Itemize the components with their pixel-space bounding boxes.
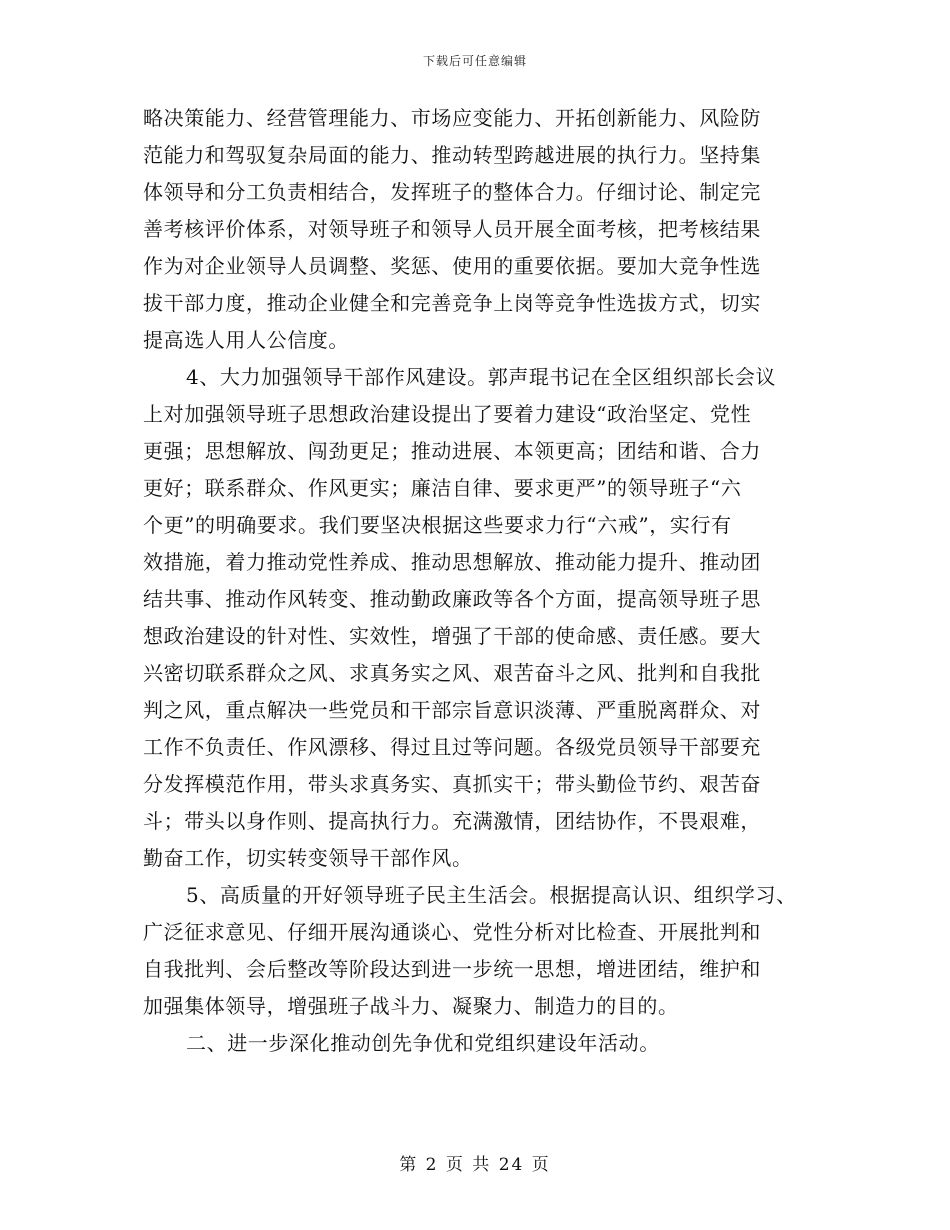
section-heading: 二、进一步深化推动创先争优和党组织建设年活动。 [186, 1031, 660, 1055]
paragraph-line: 斗；带头以身作则、提高执行力。充满激情，团结协作，不畏艰难， [143, 809, 761, 833]
paragraph-line: 略决策能力、经营管理能力、市场应变能力、开拓创新能力、风险防 [143, 106, 761, 130]
paragraph-line: 拔干部力度，推动企业健全和完善竞争上岗等竞争性选拔方式，切实 [143, 291, 761, 315]
paragraph-line: 5、高质量的开好领导班子民主生活会。根据提高认识、组织学习、 [186, 883, 797, 907]
paragraph-line: 工作不负责任、作风漂移、得过且过等问题。各级党员领导干部要充 [143, 735, 761, 759]
paragraph-line: 上对加强领导班子思想政治建设提出了要着力建设“政治坚定、党性 [143, 402, 752, 426]
paragraph-line: 作为对企业领导人员调整、奖惩、使用的重要依据。要加大竞争性选 [143, 254, 761, 278]
page-number: 第 2 页 共 24 页 [399, 1155, 551, 1175]
paragraph-line: 善考核评价体系，对领导班子和领导人员开展全面考核，把考核结果 [143, 217, 761, 241]
paragraph-line: 兴密切联系群众之风、求真务实之风、艰苦奋斗之风、批判和自我批 [143, 661, 761, 685]
paragraph-line: 加强集体领导，增强班子战斗力、凝聚力、制造力的目的。 [143, 994, 679, 1018]
page-header: 下载后可任意编辑 [422, 54, 527, 68]
paragraph-line: 个更”的明确要求。我们要坚决根据这些要求力行“六戒”，实行有 [143, 513, 732, 537]
paragraph-line: 判之风，重点解决一些党员和干部宗旨意识淡薄、严重脱离群众、对 [143, 698, 761, 722]
paragraph-line: 更好；联系群众、作风更实；廉洁自律、要求更严”的领导班子“六 [143, 476, 742, 500]
paragraph-line: 结共事、推动作风转变、推动勤政廉政等各个方面，提高领导班子思 [143, 587, 761, 611]
paragraph-line: 体领导和分工负责相结合，发挥班子的整体合力。仔细讨论、制定完 [143, 180, 761, 204]
paragraph-line: 更强；思想解放、闯劲更足；推动进展、本领更高；团结和谐、合力 [143, 439, 761, 463]
paragraph-line: 广泛征求意见、仔细开展沟通谈心、党性分析对比检查、开展批判和 [143, 920, 761, 944]
paragraph-line: 提高选人用人公信度。 [143, 328, 349, 352]
paragraph-line: 自我批判、会后整改等阶段达到进一步统一思想，增进团结，维护和 [143, 957, 761, 981]
paragraph-line: 分发挥模范作用，带头求真务实、真抓实干；带头勤俭节约、艰苦奋 [143, 772, 761, 796]
paragraph-line: 范能力和驾驭复杂局面的能力、推动转型跨越进展的执行力。坚持集 [143, 143, 761, 167]
paragraph-line: 4、大力加强领导干部作风建设。郭声琨书记在全区组织部长会议 [186, 365, 777, 389]
paragraph-line: 勤奋工作，切实转变领导干部作风。 [143, 846, 473, 870]
paragraph-line: 效措施，着力推动党性养成、推动思想解放、推动能力提升、推动团 [143, 550, 761, 574]
paragraph-line: 想政治建设的针对性、实效性，增强了干部的使命感、责任感。要大 [143, 624, 761, 648]
